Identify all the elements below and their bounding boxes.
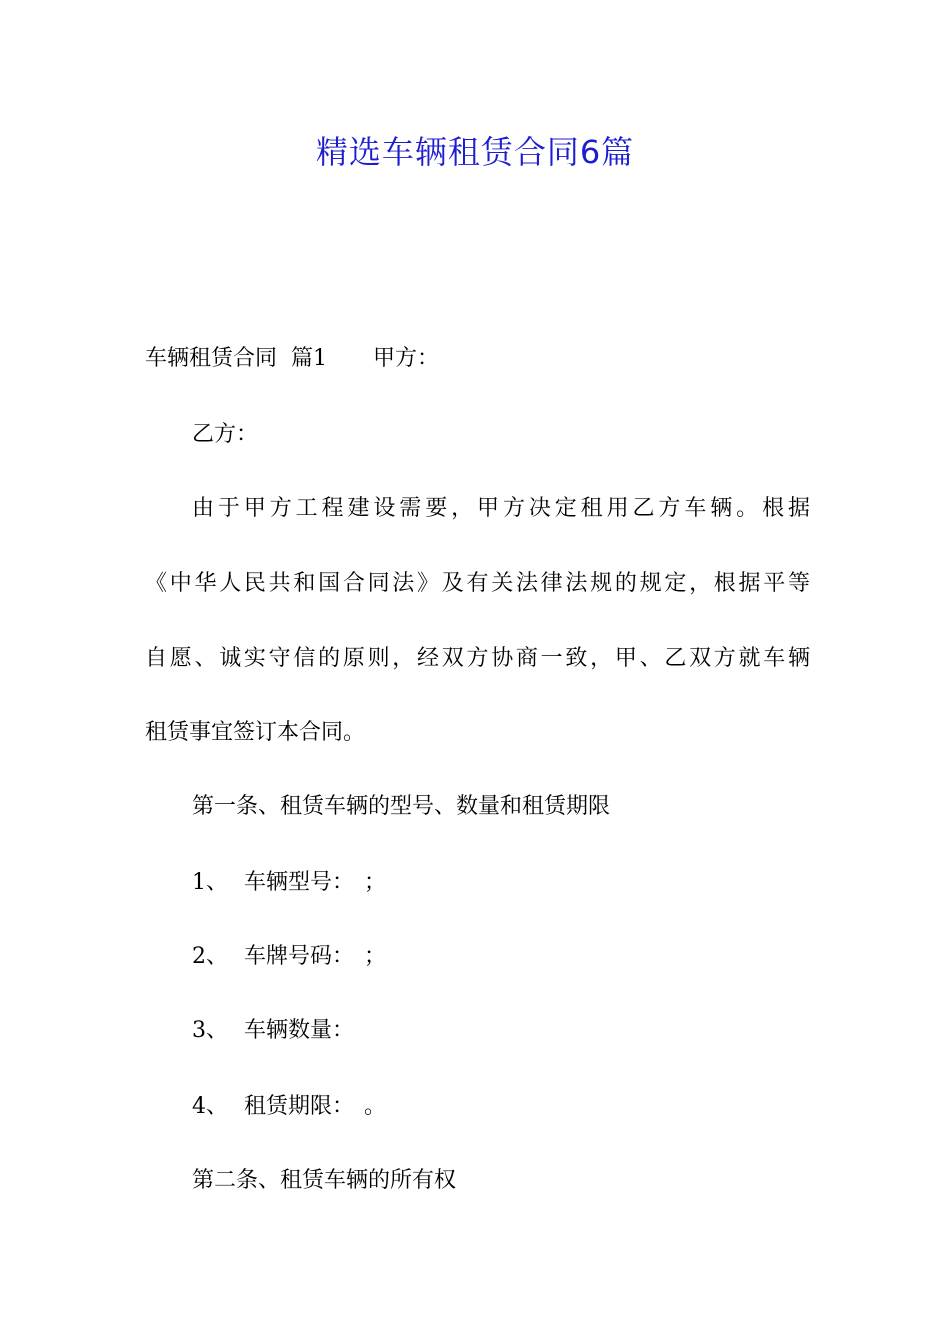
list-item <box>145 942 810 972</box>
item-label: 车辆数量： <box>244 1018 355 1043</box>
article-label: 篇1 <box>291 346 328 371</box>
item-number: 3、 <box>192 1018 228 1043</box>
list-item <box>145 1016 810 1046</box>
list-item <box>145 1092 810 1122</box>
section-1-title: 第一条、租赁车辆的型号、数量和租赁期限 <box>192 794 611 819</box>
item-label: 车辆型号： <box>244 870 355 895</box>
item-label: 租赁期限： <box>244 1094 355 1119</box>
item-number: 4、 <box>192 1094 228 1119</box>
preamble-line-2: 《中华人民共和国合同法》及有关法律法规的规定，根据平等 <box>145 571 810 596</box>
contract-name: 车辆租赁合同 <box>145 346 278 371</box>
contract-heading <box>145 344 810 374</box>
section-2-title: 第二条、租赁车辆的所有权 <box>192 1168 457 1193</box>
preamble-line-3: 自愿、诚实守信的原则，经双方协商一致，甲、乙双方就车辆 <box>145 646 810 671</box>
preamble-line-4: 租赁事宜签订本合同。 <box>145 720 366 745</box>
preamble-line-1: 由于甲方工程建设需要，甲方决定租用乙方车辆。根据 <box>192 496 810 521</box>
item-end: 。 <box>364 1094 387 1119</box>
item-number: 2、 <box>192 944 228 969</box>
document-title: 精选车辆租赁合同6篇 <box>315 133 635 171</box>
party-a-label: 甲方： <box>373 346 440 371</box>
item-label: 车牌号码： <box>244 944 355 969</box>
item-end: ； <box>364 870 387 895</box>
item-end: ； <box>364 944 387 969</box>
party-b-label: 乙方： <box>192 422 259 447</box>
item-number: 1、 <box>192 870 228 895</box>
list-item <box>145 868 810 898</box>
